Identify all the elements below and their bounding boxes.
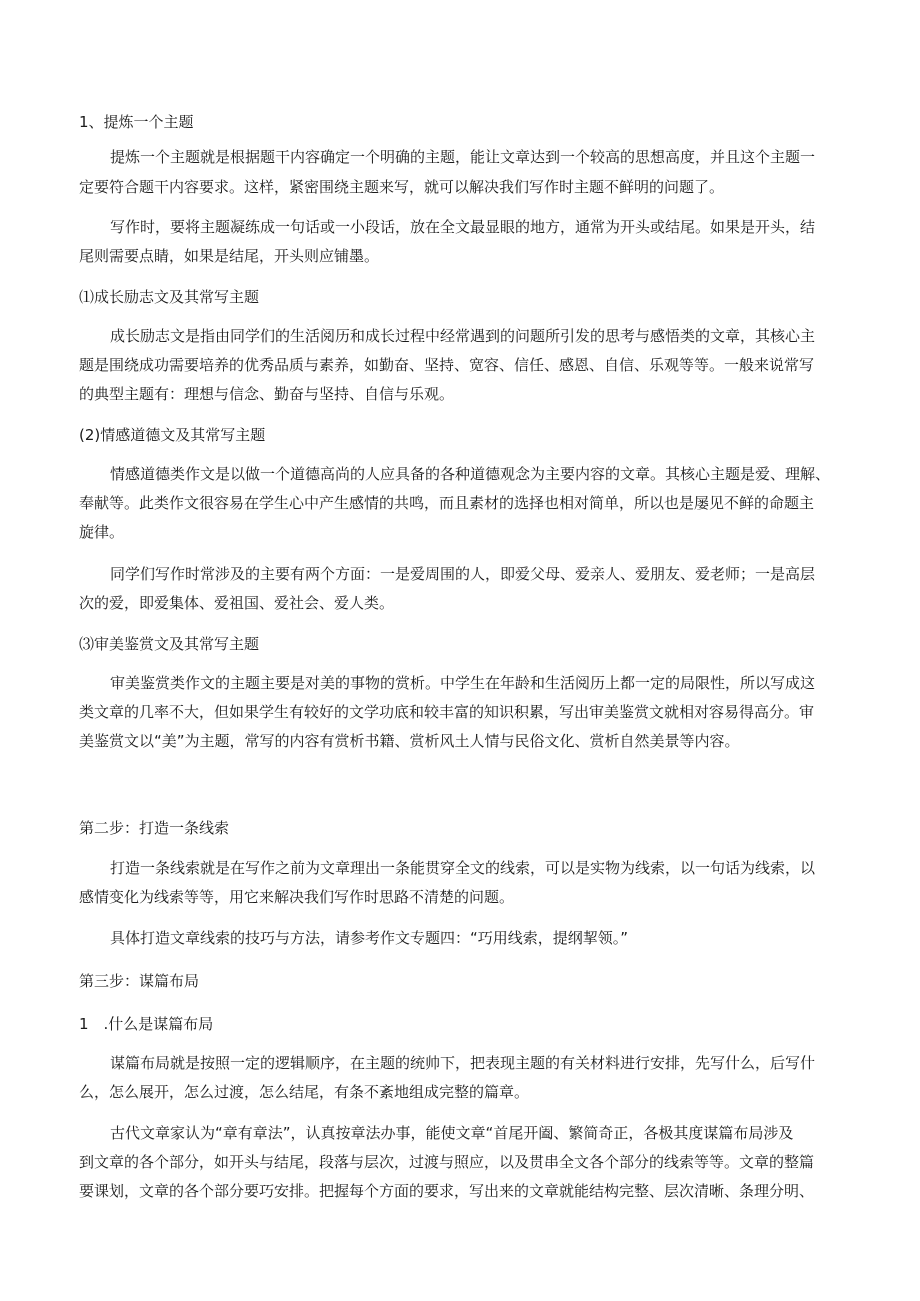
paragraph-line: 情感道德类作文是以做一个道德高尚的人应具备的各种道德观念为主要内容的文章。其核心主题是爱、理解、 xyxy=(110,465,831,483)
paragraph-line: 感情变化为线索等等，用它来解决我们写作时思路不清楚的问题。 xyxy=(79,888,515,906)
heading-refine-theme: 1、提炼一个主题 xyxy=(79,113,194,131)
paragraph-line: 题是围绕成功需要培养的优秀品质与素养，如勤奋、坚持、宽容、信任、感恩、自信、乐观等等。一般来说常写 xyxy=(79,356,815,374)
paragraph-line: 要课划，文章的各个部分要巧安排。把握每个方面的要求，写出来的文章就能结构完整、层次清晰、条理分明、 xyxy=(79,1182,815,1200)
paragraph-line: 具体打造文章线索的技巧与方法，请参考作文专题四：“巧用线索，提纲挈领。” xyxy=(110,929,629,947)
paragraph-line: 类文章的几率不大，但如果学生有较好的文学功底和较丰富的知识积累，写出审美鉴赏文就相对容易得高分。审 xyxy=(79,703,815,721)
paragraph-line: 美鉴赏文以“美”为主题，常写的内容有赏析书籍、赏析风土人情与民俗文化、赏析自然美景等内容。 xyxy=(79,732,740,750)
paragraph-line: 次的爱，即爱集体、爱祖国、爱社会、爱人类。 xyxy=(79,594,395,612)
paragraph-line: 尾则需要点睛，如果是结尾，开头则应铺墨。 xyxy=(79,247,380,265)
heading-aesthetic-essay: ⑶审美鉴赏文及其常写主题 xyxy=(79,635,260,653)
paragraph-line: 提炼一个主题就是根据题干内容确定一个明确的主题，能让文章达到一个较高的思想高度，并且这个主题一 xyxy=(110,148,816,166)
paragraph-line: 旋律。 xyxy=(79,523,125,541)
paragraph-line: 成长励志文是指由同学们的生活阅历和成长过程中经常遇到的问题所引发的思考与感悟类的文章，其核心主 xyxy=(110,327,816,345)
paragraph-line: 谋篇布局就是按照一定的逻辑顺序，在主题的统帅下，把表现主题的有关材料进行安排，先写什么，后写什 xyxy=(110,1054,816,1072)
paragraph-line: 同学们写作时常涉及的主要有两个方面：一是爱周围的人，即爱父母、爱亲人、爱朋友、爱老师；一是高层 xyxy=(110,565,816,583)
paragraph-line: 写作时，要将主题凝练成一句话或一小段话，放在全文最显眼的地方，通常为开头或结尾。如果是开头，结 xyxy=(110,218,816,236)
heading-step-three: 第三步：谋篇布局 xyxy=(79,972,200,990)
paragraph-line: 奉献等。此类作文很容易在学生心中产生感情的共鸣，而且素材的选择也相对简单，所以也是屡见不鲜的命题主 xyxy=(79,494,815,512)
paragraph-line: 古代文章家认为“章有章法”，认真按章法办事，能使文章“首尾开阖、繁简奇正，各极其度谋篇布局涉及 xyxy=(110,1124,794,1142)
paragraph-line: 的典型主题有：理想与信念、勤奋与坚持、自信与乐观。 xyxy=(79,385,455,403)
heading-step-two: 第二步：打造一条线索 xyxy=(79,819,230,837)
paragraph-line: 打造一条线索就是在写作之前为文章理出一条能贯穿全文的线索，可以是实物为线索，以一句话为线索，以 xyxy=(110,859,816,877)
heading-what-is-layout: 1 .什么是谋篇布局 xyxy=(79,1015,214,1033)
paragraph-line: 审美鉴赏类作文的主题主要是对美的事物的赏析。中学生在年龄和生活阅历上都一定的局限性，所以写成这 xyxy=(110,674,816,692)
paragraph-line: 么，怎么展开，怎么过渡，怎么结尾，有条不紊地组成完整的篇章。 xyxy=(79,1083,530,1101)
paragraph-line: 到文章的各个部分，如开头与结尾，段落与层次，过渡与照应，以及贯串全文各个部分的线索等等。文章的整篇 xyxy=(79,1153,815,1171)
paragraph-line: 定要符合题干内容要求。这样，紧密围绕主题来写，就可以解决我们写作时主题不鲜明的问题了。 xyxy=(79,178,725,196)
heading-growth-essay: ⑴成长励志文及其常写主题 xyxy=(79,288,260,306)
heading-moral-essay: (2)情感道德文及其常写主题 xyxy=(79,426,266,444)
